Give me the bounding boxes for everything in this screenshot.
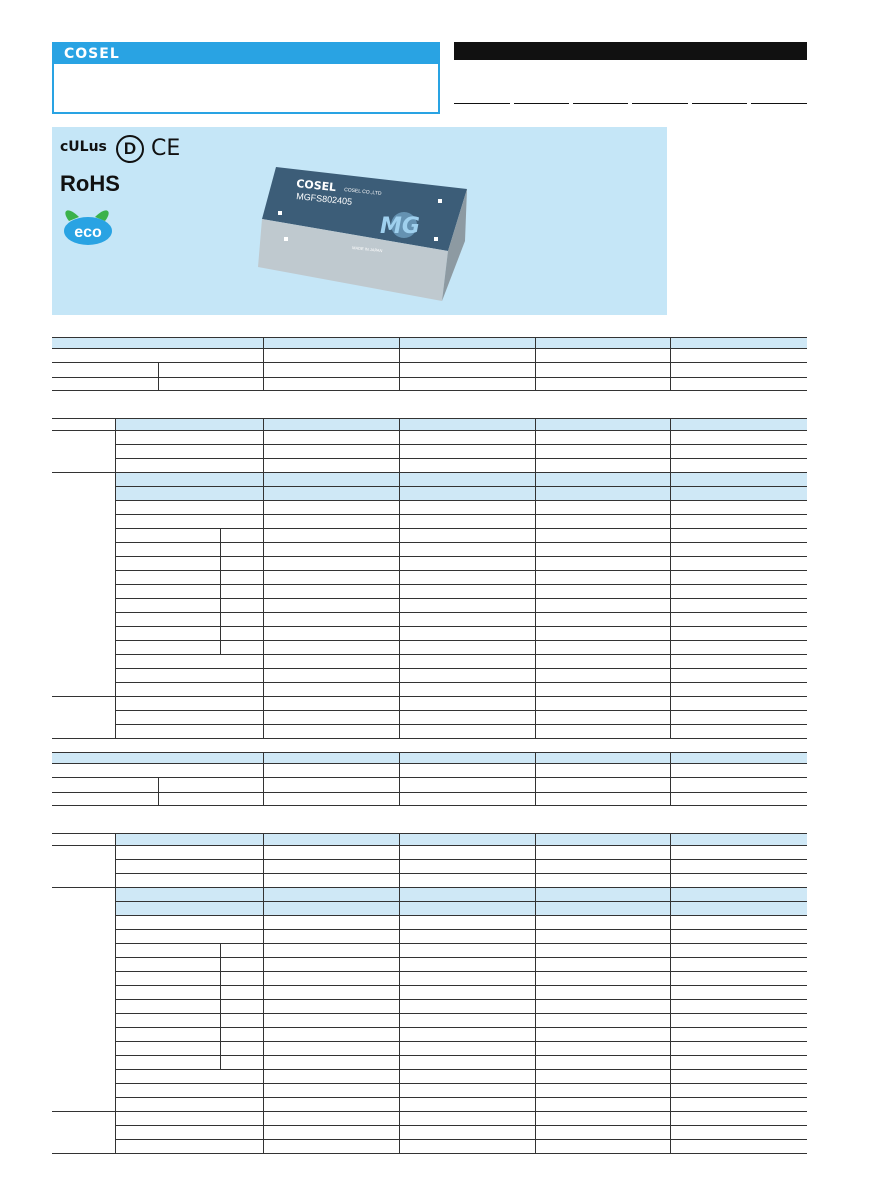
table-rule (115, 444, 807, 445)
table-column-rule (220, 528, 221, 654)
header-rule (514, 103, 569, 104)
cosel-logo: COSEL (64, 46, 120, 62)
table-rule (115, 1041, 807, 1042)
table-rule (52, 763, 807, 764)
table-column-rule (220, 943, 221, 1069)
table-rule (52, 1153, 807, 1154)
table-rule (115, 1027, 807, 1028)
table-rule (52, 845, 807, 846)
table-column-rule (535, 418, 536, 738)
table-rule (158, 792, 807, 793)
table-rule (115, 1125, 807, 1126)
table-rule (115, 514, 807, 515)
product-photo (252, 159, 472, 304)
product-model: MGFS802405 (295, 191, 353, 207)
brand-strip (54, 44, 438, 64)
table-rule (115, 1069, 807, 1070)
table-rule (115, 915, 807, 916)
table-column-rule (670, 337, 671, 390)
table-rule (52, 833, 807, 834)
table-header-fill (115, 418, 807, 430)
table-column-rule (535, 833, 536, 1153)
table-rule (115, 1097, 807, 1098)
table-column-rule (399, 752, 400, 805)
table-rule (115, 570, 807, 571)
table-rule (115, 668, 807, 669)
table-rule (52, 752, 807, 753)
product-banner (52, 127, 667, 315)
table-rule (115, 612, 807, 613)
table-rule (115, 528, 807, 529)
table-column-rule (115, 833, 116, 1153)
table-column-rule (399, 833, 400, 1153)
table-column-rule (263, 337, 264, 390)
header-rule (692, 103, 747, 104)
table-column-rule (158, 777, 159, 805)
ul-certification-icon: cULus (60, 139, 107, 155)
table-rule (115, 971, 807, 972)
table-rule (115, 556, 807, 557)
header-rule (632, 103, 688, 104)
product-maker: COSEL CO.,LTD (343, 187, 382, 197)
table-rule (115, 985, 807, 986)
table-column-rule (399, 337, 400, 390)
table-rule (115, 500, 807, 501)
table-column-rule (535, 752, 536, 805)
table-rule (115, 929, 807, 930)
table-header-fill (52, 337, 807, 348)
product-brand: COSEL (295, 177, 337, 195)
table-rule (115, 859, 807, 860)
table-rule (115, 901, 807, 902)
table-rule (158, 377, 807, 378)
table-rule (115, 1083, 807, 1084)
table-rule (115, 598, 807, 599)
product-origin: MADE IN JAPAN (351, 245, 383, 254)
table-rule (115, 458, 807, 459)
table-rule (52, 430, 807, 431)
table-column-rule (670, 418, 671, 738)
eco-leaf-icon (59, 201, 117, 247)
table-rule (115, 584, 807, 585)
table-rule (52, 696, 807, 697)
series-logo: MG (380, 214, 420, 239)
table-column-rule (158, 362, 159, 390)
table-rule (115, 1013, 807, 1014)
title-bar (454, 42, 807, 60)
rohs-icon: RoHS (60, 171, 120, 196)
table-column-rule (263, 418, 264, 738)
table-rule (52, 418, 807, 419)
ce-mark-icon: CE (151, 136, 181, 161)
table-rule (52, 1111, 807, 1112)
table-rule (115, 486, 807, 487)
table-rule (52, 362, 807, 363)
d-mark-icon: D (116, 135, 144, 163)
table-rule (52, 738, 807, 739)
table-rule (52, 805, 807, 806)
table-rule (115, 682, 807, 683)
table-rule (52, 887, 807, 888)
table-rule (115, 957, 807, 958)
table-rule (115, 999, 807, 1000)
brand-box (52, 42, 440, 114)
table-rule (115, 873, 807, 874)
header-rule (573, 103, 628, 104)
table-column-rule (535, 337, 536, 390)
header-rule (454, 103, 510, 104)
table-rule (115, 654, 807, 655)
table-rule (115, 724, 807, 725)
table-column-rule (115, 418, 116, 738)
table-rule (115, 943, 807, 944)
table-rule (52, 390, 807, 391)
table-rule (52, 472, 807, 473)
eco-label: eco (74, 224, 102, 241)
table-column-rule (670, 833, 671, 1153)
table-rule (52, 348, 807, 349)
table-rule (52, 337, 807, 338)
table-column-rule (670, 752, 671, 805)
table-rule (115, 626, 807, 627)
table-column-rule (263, 833, 264, 1153)
table-rule (115, 1139, 807, 1140)
table-header-fill (115, 833, 807, 845)
table-rule (115, 1055, 807, 1056)
table-column-rule (399, 418, 400, 738)
table-column-rule (263, 752, 264, 805)
table-rule (115, 542, 807, 543)
header-rule (751, 103, 807, 104)
table-header-fill (52, 752, 807, 763)
table-rule (115, 640, 807, 641)
table-rule (115, 710, 807, 711)
table-rule (52, 777, 807, 778)
